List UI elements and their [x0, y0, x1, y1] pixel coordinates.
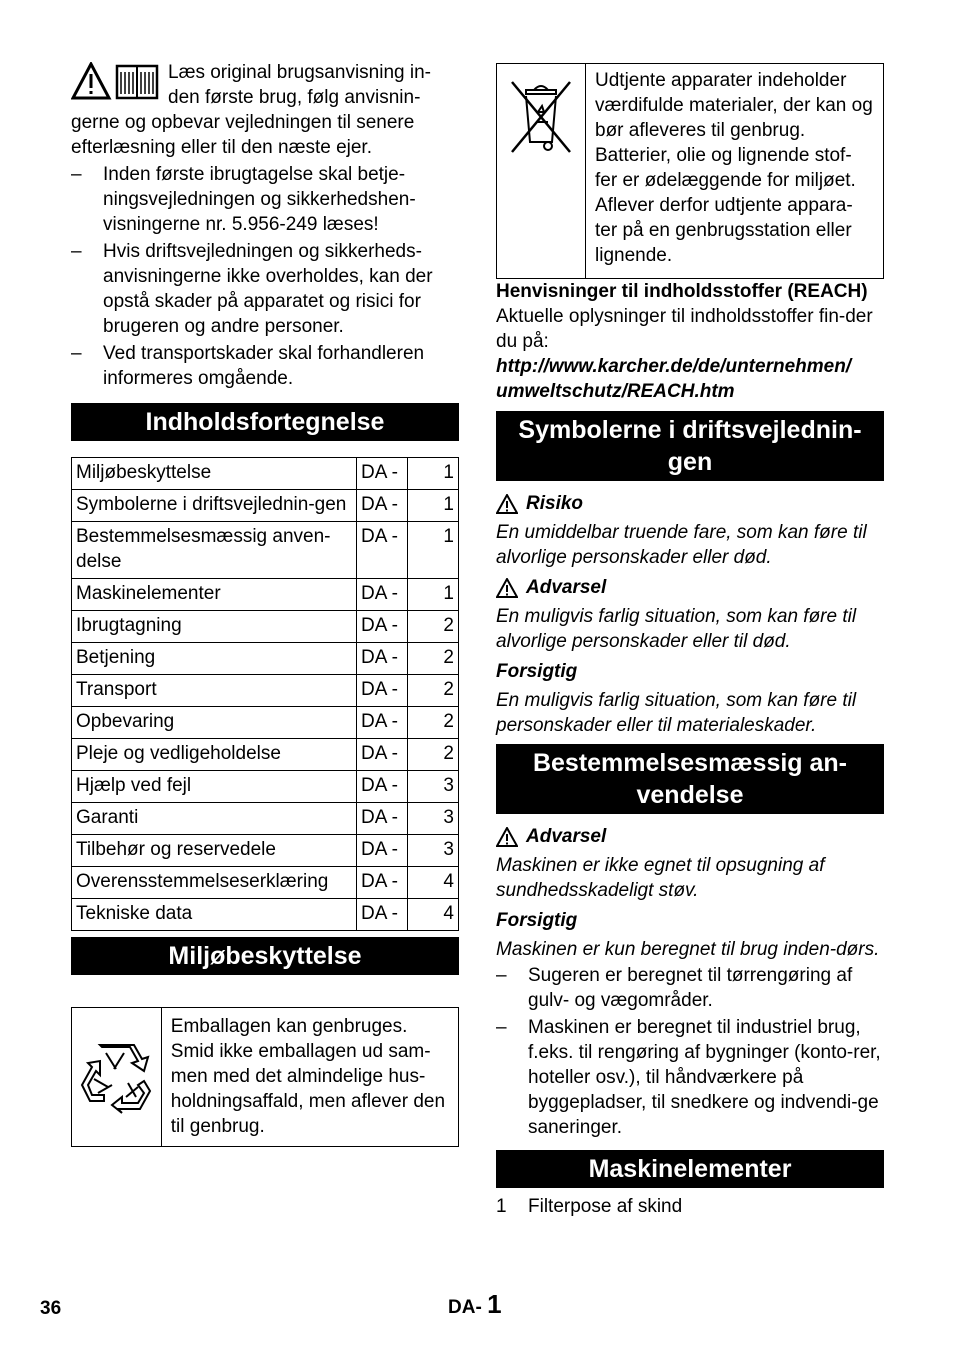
list-item	[496, 1015, 884, 1140]
toc-table	[71, 457, 459, 931]
dash-bullet: –	[496, 965, 507, 986]
packaging-box	[71, 1007, 459, 1147]
toc-page: 3	[408, 803, 459, 835]
section-page	[448, 1289, 502, 1320]
section-page-number: 1	[487, 1289, 502, 1319]
toc-row[interactable]	[72, 675, 459, 707]
toc-page: 1	[408, 490, 459, 522]
toc-page: 1	[408, 458, 459, 490]
toc-page: 3	[408, 835, 459, 867]
reach-heading: Henvisninger til indholdsstoffer (REACH)	[496, 281, 868, 302]
toc-label: Tilbehør og reservedele	[72, 835, 357, 867]
caution-text: Maskinen er kun beregnet til brug inden-dørs.	[496, 939, 880, 960]
list-item-text: Inden første ibrugtagelse skal betje-ningsvejledningen og sikkerhedshen-visningerne nr. 5.956-249 læses!	[103, 164, 416, 235]
disposal-box	[496, 63, 884, 279]
toc-label: Hjælp ved fejl	[72, 771, 357, 803]
disposal-icon-cell	[497, 64, 586, 278]
toc-prefix: DA -	[357, 490, 408, 522]
toc-heading: Indholdsfortegnelse	[71, 403, 459, 441]
toc-prefix: DA -	[357, 803, 408, 835]
toc-label: Betjening	[72, 643, 357, 675]
toc-row[interactable]	[72, 522, 459, 579]
symbol-label: Advarsel	[526, 577, 607, 598]
list-item	[71, 162, 459, 237]
item-text: Filterpose af skind	[528, 1196, 683, 1217]
toc-row[interactable]	[72, 707, 459, 739]
toc-page: 2	[408, 739, 459, 771]
symbols-heading: Symbolerne i driftsvejlednin-gen	[496, 411, 884, 481]
toc-label: Opbevaring	[72, 707, 357, 739]
symbol-item	[496, 575, 884, 654]
warning-triangle-icon	[496, 494, 518, 514]
item-number: 1	[496, 1196, 507, 1217]
list-item-text: Hvis driftsvejledningen og sikkerheds-anvisningerne ikke overholdes, kan der opstå skader på apparatet og risici for brugeren og andre personer.	[103, 241, 433, 337]
toc-row[interactable]	[72, 611, 459, 643]
toc-page: 2	[408, 643, 459, 675]
symbol-heading	[496, 491, 884, 516]
left-column	[71, 60, 459, 1147]
list-item	[71, 341, 459, 391]
machine-element-item	[496, 1194, 884, 1219]
packaging-text: Emballagen kan genbruges. Smid ikke emballagen ud sam-men med det almindelige hus-holdningsaffald, men aflever den til genbrug.	[170, 1016, 446, 1137]
reach-link[interactable]: http://www.karcher.de/de/unternehmen/ umweltschutz/REACH.htm	[496, 356, 852, 402]
toc-label: Transport	[72, 675, 357, 707]
toc-page: 3	[408, 771, 459, 803]
toc-row[interactable]	[72, 835, 459, 867]
toc-prefix: DA -	[357, 771, 408, 803]
crossed-out-bin-icon	[508, 78, 574, 158]
warning-heading	[496, 824, 884, 849]
toc-label: Overensstemmelseserklæring	[72, 867, 357, 899]
toc-prefix: DA -	[357, 675, 408, 707]
list-item	[71, 239, 459, 339]
toc-row[interactable]	[72, 579, 459, 611]
manual-book-icon	[117, 66, 157, 98]
warning-triangle-icon	[496, 578, 518, 598]
toc-page: 2	[408, 707, 459, 739]
section-prefix: DA-	[448, 1297, 482, 1318]
recycle-icon	[78, 1039, 154, 1115]
toc-prefix: DA -	[357, 643, 408, 675]
right-column	[496, 63, 884, 1219]
dash-bullet: –	[71, 241, 82, 262]
symbols-list	[496, 491, 884, 738]
intro-section	[71, 60, 459, 160]
toc-label: Tekniske data	[72, 899, 357, 931]
packaging-icon-cell	[72, 1008, 162, 1146]
toc-row[interactable]	[72, 643, 459, 675]
toc-page: 2	[408, 675, 459, 707]
toc-page: 4	[408, 899, 459, 931]
symbol-text: En umiddelbar truende fare, som kan føre til alvorlige personskader eller død.	[496, 522, 867, 568]
intended-use-heading: Bestemmelsesmæssig an-vendelse	[496, 744, 884, 814]
symbol-heading	[496, 575, 884, 600]
warning-triangle-icon	[71, 62, 161, 102]
toc-label: Miljøbeskyttelse	[72, 458, 357, 490]
symbol-heading	[496, 659, 884, 684]
symbol-text: En muligvis farlig situation, som kan føre til alvorlige personskader eller til død.	[496, 606, 857, 652]
toc-label: Garanti	[72, 803, 357, 835]
toc-page: 2	[408, 611, 459, 643]
toc-page: 1	[408, 522, 459, 579]
list-item-text: Maskinen er beregnet til industriel brug, f.eks. til rengøring af bygninger (konto-rer, hoteller osv.), til håndværkere på byggepladser, til snedkere og indvendi-ge saneringer.	[528, 1017, 881, 1138]
toc-row[interactable]	[72, 458, 459, 490]
toc-row[interactable]	[72, 771, 459, 803]
symbol-item	[496, 491, 884, 570]
symbol-text: En muligvis farlig situation, som kan føre til personskader eller til materialeskader.	[496, 690, 857, 736]
toc-prefix: DA -	[357, 867, 408, 899]
toc-page: 4	[408, 867, 459, 899]
caution-label: Forsigtig	[496, 910, 578, 931]
warning-label: Advarsel	[526, 826, 607, 847]
toc-label: Ibrugtagning	[72, 611, 357, 643]
page-number: 36	[40, 1298, 62, 1319]
intro-text-line: den første brug, følg anvisnin-	[168, 87, 421, 108]
toc-prefix: DA -	[357, 522, 408, 579]
warning-triangle-icon	[496, 827, 518, 847]
intro-text-line: gerne og opbevar vejledningen til senere	[71, 112, 415, 133]
list-item-text: Ved transportskader skal forhandleren informeres omgående.	[103, 343, 425, 389]
symbol-label: Forsigtig	[496, 661, 578, 682]
toc-label: Bestemmelsesmæssig anven-delse	[72, 522, 357, 579]
toc-prefix: DA -	[357, 579, 408, 611]
symbol-item	[496, 659, 884, 738]
toc-page: 1	[408, 579, 459, 611]
toc-label: Symbolerne i driftsvejlednin-gen	[72, 490, 357, 522]
toc-row[interactable]	[72, 490, 459, 522]
toc-prefix: DA -	[357, 835, 408, 867]
toc-row[interactable]	[72, 803, 459, 835]
intro-text-line: efterlæsning eller til den næste ejer.	[71, 137, 372, 158]
toc-prefix: DA -	[357, 458, 408, 490]
toc-prefix: DA -	[357, 739, 408, 771]
toc-label: Maskinelementer	[72, 579, 357, 611]
toc-prefix: DA -	[357, 899, 408, 931]
disposal-text: Udtjente apparater indeholder værdifulde materialer, der kan og bør afleveres til genbrug. Batterier, olie og lignende stof-fer er ødelæggende for miljøet. Aflever derfor udtjente appara-ter på en genbrugsstation eller lignende.	[595, 70, 873, 266]
intro-text-line: Læs original brugsanvisning in-	[168, 62, 431, 83]
dash-bullet: –	[71, 164, 82, 185]
dash-bullet: –	[496, 1017, 507, 1038]
toc-prefix: DA -	[357, 707, 408, 739]
toc-prefix: DA -	[357, 611, 408, 643]
dash-bullet: –	[71, 343, 82, 364]
environment-heading: Miljøbeskyttelse	[71, 937, 459, 975]
symbol-label: Risiko	[526, 493, 584, 514]
warning-text: Maskinen er ikke egnet til opsugning af sundhedsskadeligt støv.	[496, 855, 825, 901]
list-item-text: Sugeren er beregnet til tørrengøring af gulv- og vægområder.	[528, 965, 853, 1011]
toc-row[interactable]	[72, 867, 459, 899]
toc-row[interactable]	[72, 739, 459, 771]
toc-label: Pleje og vedligeholdelse	[72, 739, 357, 771]
reach-text: Aktuelle oplysninger til indholdsstoffer fin-der du på:	[496, 306, 873, 352]
list-item	[496, 963, 884, 1013]
machine-elements-heading: Maskinelementer	[496, 1150, 884, 1188]
toc-row[interactable]	[72, 899, 459, 931]
